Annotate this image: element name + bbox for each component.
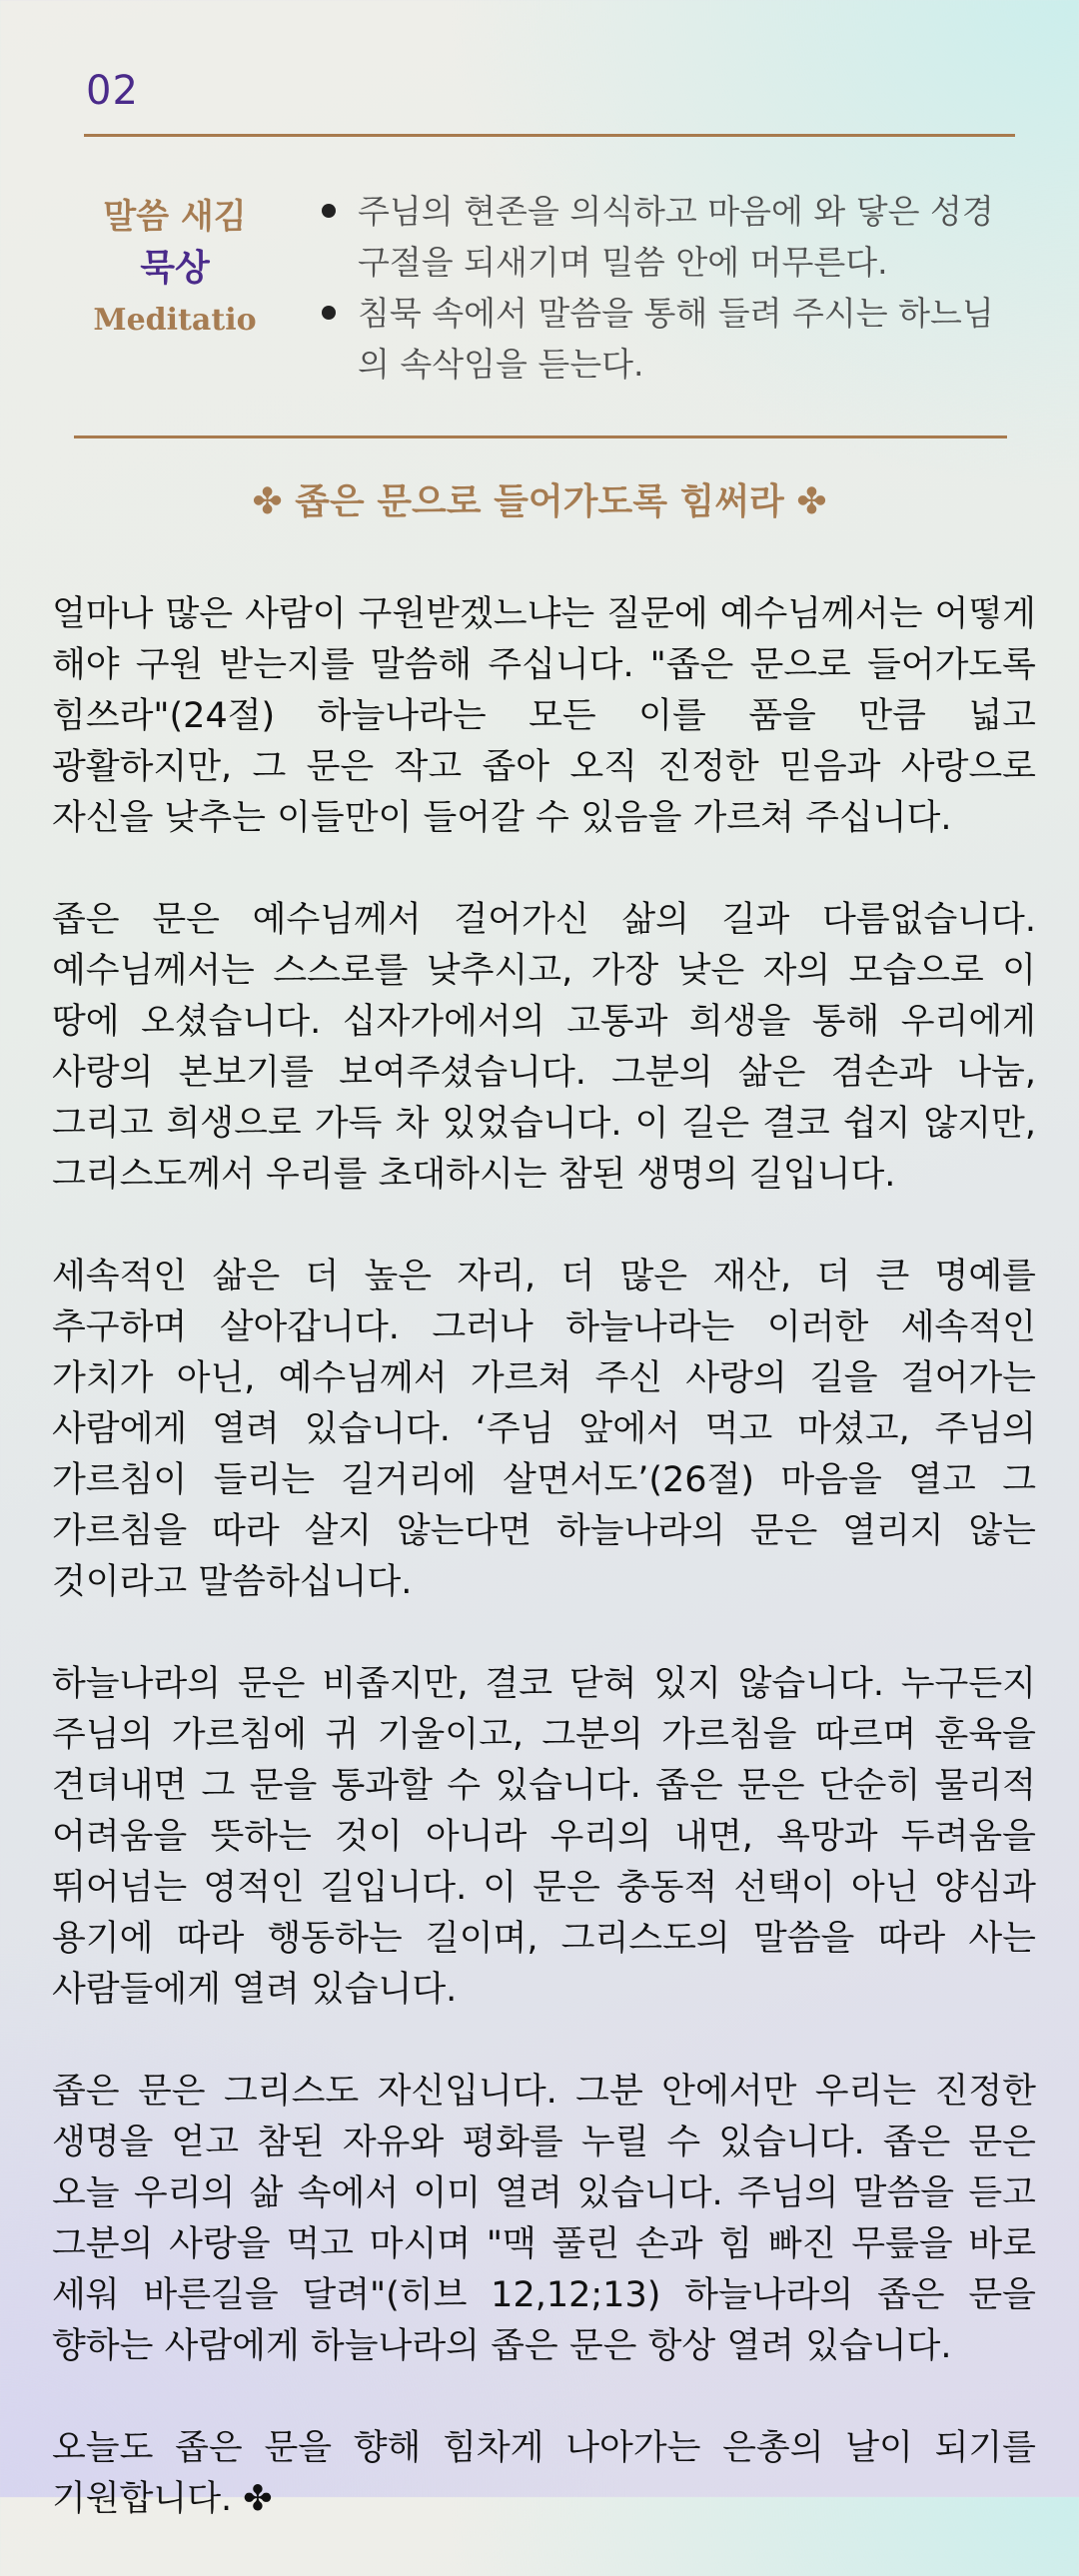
- paragraph: 오늘도 좁은 문을 향해 힘차게 나아가는 은총의 날이 되기를 기원합니다. ✤: [52, 2428, 1036, 2519]
- paragraph: 좁은 문은 그리스도 자신입니다. 그분 안에서만 우리는 진정한 생명을 얻고 참된 자유와 평화를 누릴 수 있습니다. 좁은 문은 오늘 우리의 삶 속에서 이미 열려 있습니다. 주님의 말씀을 듣고 그분의 사랑을 먹고 마시며 "맥 풀린 손과 힘 빠진 무릎을 바로 세워 바른길을 달려"(히브 12,12;13) 하늘나라의 좁은 문을 향하는 사람에게 하늘나라의 좁은 문은 항상 열려 있습니다.: [52, 2072, 1036, 2366]
- instruction-text: 침묵 속에서 말씀을 통해 들려 주시는 하느님의 속삭임을 듣는다.: [358, 294, 994, 384]
- instruction-item: [316, 186, 1015, 288]
- paragraph: 하늘나라의 문은 비좁지만, 결코 닫혀 있지 않습니다. 누구든지 주님의 가르침에 귀 기울이고, 그분의 가르침을 따르며 훈육을 견뎌내면 그 문을 통과할 수 있습니다. 좁은 문은 단순히 물리적 어려움을 뜻하는 것이 아니라 우리의 내면, 욕망과 두려움을 뛰어넘는 영적인 길입니다. 이 문은 충동적 선택이 아닌 양심과 용기에 따라 행동하는 길이며, 그리스도의 말씀을 따라 사는 사람들에게 열려 있습니다.: [52, 1664, 1036, 2010]
- step-label-korean: 말씀 새김: [103, 197, 247, 237]
- instruction-list: [316, 186, 1015, 390]
- bullet-icon: [322, 204, 336, 218]
- paragraph: 얼마나 많은 사람이 구원받겠느냐는 질문에 예수님께서는 어떻게 해야 구원 받는지를 말씀해 주십니다. "좁은 문으로 들어가도록 힘쓰라"(24절) 하늘나라는 모든 이를 품을 만큼 넓고 광활하지만, 그 문은 작고 좁아 오직 진정한 믿음과 사랑으로 자신을 낮추는 이들만이 들어갈 수 있음을 가르쳐 주십니다.: [52, 594, 1036, 838]
- reflection-heading: ✤ 좁은 문으로 들어가도록 힘써라 ✤: [252, 481, 827, 522]
- step-label: [60, 192, 290, 346]
- instruction-item: [316, 288, 1015, 390]
- step-label-title: 묵상: [140, 248, 210, 289]
- instruction-text: 주님의 현존을 의식하고 마음에 와 닿은 성경구절을 되새기며 밀씀 안에 머무른다.: [358, 192, 994, 282]
- paragraph: 세속적인 삶은 더 높은 자리, 더 많은 재산, 더 큰 명예를 추구하며 살아갑니다. 그러나 하늘나라는 이러한 세속적인 가치가 아닌, 예수님께서 가르쳐 주신 사랑의 길을 걸어가는 사람에게 열려 있습니다. ‘주님 앞에서 먹고 마셨고, 주님의 가르침이 들리는 길거리에 살면서도’(26절) 마음을 열고 그 가르침을 따라 살지 않는다면 하늘나라의 문은 열리지 않는 것이라고 말씀하십니다.: [52, 1257, 1036, 1602]
- section-number: 02: [86, 68, 139, 114]
- reflection-body: [52, 589, 1036, 2576]
- bottom-divider: [74, 435, 1007, 438]
- step-label-latin: Meditatio: [93, 303, 257, 338]
- paragraph: 좁은 문은 예수님께서 걸어가신 삶의 길과 다름없습니다. 예수님께서는 스스로를 낮추시고, 가장 낮은 자의 모습으로 이 땅에 오셨습니다. 십자가에서의 고통과 희생을 통해 우리에게 사랑의 본보기를 보여주셨습니다. 그분의 삶은 겸손과 나눔, 그리고 희생으로 가득 차 있었습니다. 이 길은 결코 쉽지 않지만, 그리스도께서 우리를 초대하시는 참된 생명의 길입니다.: [52, 900, 1036, 1195]
- bullet-icon: [322, 306, 336, 320]
- top-divider: [84, 134, 1015, 137]
